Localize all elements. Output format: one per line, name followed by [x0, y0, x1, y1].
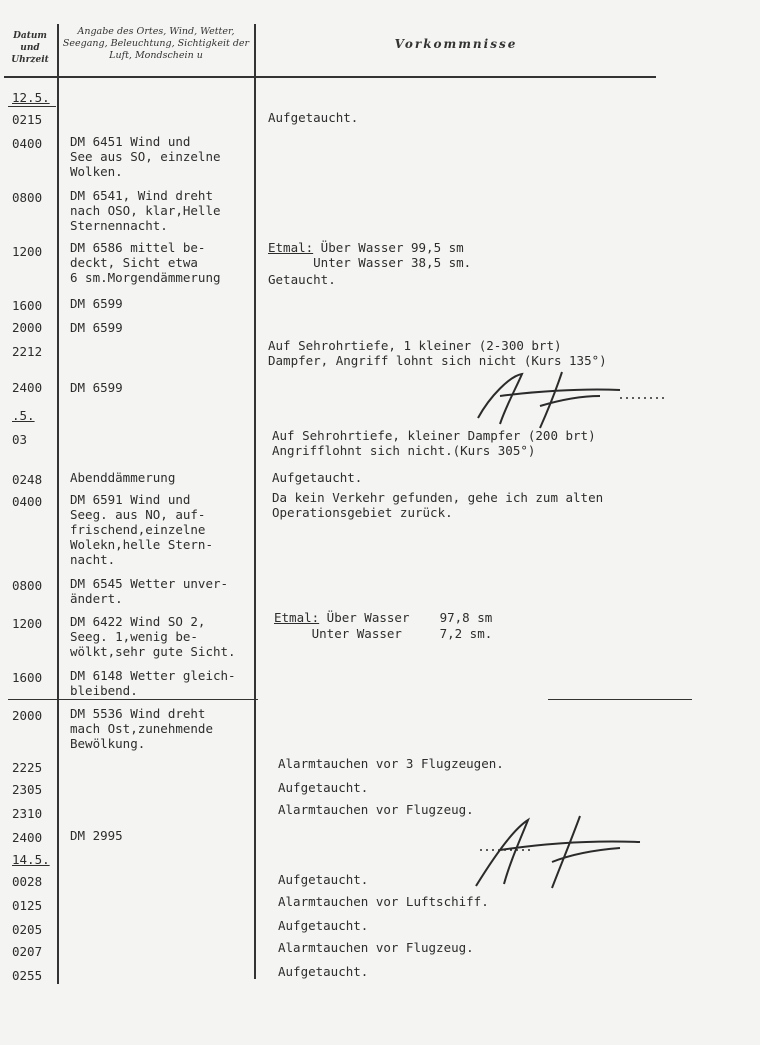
row-place: DM 6591 Wind und Seeg. aus NO, auf- frischend,einzelne Wolekn,helle Stern- nacht.	[70, 492, 213, 567]
row-event: Getaucht.	[268, 272, 336, 287]
row-event: Aufgetaucht.	[278, 918, 369, 933]
etmal-above-water: Über Wasser 97,8 sm	[319, 610, 493, 625]
column-divider-1	[57, 24, 59, 984]
row-place: DM 6541, Wind dreht nach OSO, klar,Helle Sternennacht.	[70, 188, 221, 233]
header-date-time: Datum und Uhrzeit	[11, 31, 49, 65]
row-time: 0400	[12, 494, 43, 509]
row-time: 2310	[12, 806, 43, 821]
row-time: 0248	[12, 472, 43, 487]
header-rule	[4, 76, 656, 78]
section-rule	[8, 699, 258, 700]
row-time: 0028	[12, 874, 43, 889]
row-event: Aufgetaucht.	[278, 964, 369, 979]
row-place: DM 6599	[70, 320, 123, 335]
row-time: .5.	[12, 408, 35, 423]
etmal-above-water: Über Wasser 99,5 sm	[313, 240, 464, 255]
row-event: Auf Sehrohrtiefe, 1 kleiner (2-300 brt) Dampfer, Angriff lohnt sich nicht (Kurs 135°)	[268, 338, 607, 368]
row-time: 2000	[12, 320, 43, 335]
row-time: 1200	[12, 244, 43, 259]
etmal-label: Etmal:	[274, 610, 320, 625]
row-time: 2305	[12, 782, 43, 797]
row-time: 03	[12, 432, 28, 447]
row-place: DM 6599	[70, 380, 123, 395]
row-place: DM 5536 Wind dreht mach Ost,zunehmende Bewölkung.	[70, 706, 213, 751]
row-place: DM 6545 Wetter unver- ändert.	[70, 576, 229, 606]
row-time: 12.5.	[12, 90, 50, 105]
row-event	[268, 240, 464, 255]
row-event: Alarmtauchen vor Flugzeug.	[278, 940, 474, 955]
section-rule-right	[548, 699, 692, 700]
row-event: Aufgetaucht.	[268, 110, 359, 125]
row-event: Alarmtauchen vor Flugzeug.	[278, 802, 474, 817]
row-time: 0255	[12, 968, 43, 983]
row-time: 2225	[12, 760, 43, 775]
row-place: DM 6599	[70, 296, 123, 311]
etmal-below-water: Unter Wasser 7,2 sm.	[274, 626, 493, 641]
row-time: 1600	[12, 670, 43, 685]
row-time: 14.5.	[12, 852, 50, 867]
row-time: 0400	[12, 136, 43, 151]
row-event	[274, 610, 492, 625]
date-underline-12	[8, 106, 56, 107]
row-time: 2000	[12, 708, 43, 723]
row-time: 0215	[12, 112, 43, 127]
signature-1	[470, 366, 670, 436]
row-place: DM 6422 Wind SO 2, Seeg. 1,wenig be- wölkt,sehr gute Sicht.	[70, 614, 236, 659]
row-time: 2400	[12, 830, 43, 845]
row-event: Auf Sehrohrtiefe, kleiner Dampfer (200 brt) Angrifflohnt sich nicht.(Kurs 305°)	[272, 428, 596, 458]
column-divider-2	[254, 24, 256, 979]
header-place-weather: Angabe des Ortes, Wind, Wetter, Seegang, Beleuchtung, Sichtigkeit der Luft, Mondschein u	[62, 26, 250, 61]
row-time: 1600	[12, 298, 43, 313]
row-time: 0125	[12, 898, 43, 913]
row-event: Aufgetaucht.	[272, 470, 363, 485]
row-event: Aufgetaucht.	[278, 780, 369, 795]
row-time: 2400	[12, 380, 43, 395]
row-time: 0800	[12, 578, 43, 593]
row-event: Alarmtauchen vor 3 Flugzeugen.	[278, 756, 504, 771]
row-place: Abenddämmerung	[70, 470, 176, 485]
row-event: Alarmtauchen vor Luftschiff.	[278, 894, 489, 909]
row-place: DM 2995	[70, 828, 123, 843]
etmal-below-water: Unter Wasser 38,5 sm.	[268, 255, 472, 270]
row-time: 0205	[12, 922, 43, 937]
row-place: DM 6451 Wind und See aus SO, einzelne Wolken.	[70, 134, 221, 179]
row-place: DM 6148 Wetter gleich- bleibend.	[70, 668, 236, 698]
header-events: Vorkommnisse	[394, 37, 518, 51]
etmal-label: Etmal:	[268, 240, 314, 255]
row-time: 0207	[12, 944, 43, 959]
signature-2	[470, 810, 670, 895]
row-time: 1200	[12, 616, 43, 631]
row-time: 2212	[12, 344, 43, 359]
row-time: 0800	[12, 190, 43, 205]
row-event: Da kein Verkehr gefunden, gehe ich zum alten Operationsgebiet zurück.	[272, 490, 604, 520]
row-event: Aufgetaucht.	[278, 872, 369, 887]
row-place: DM 6586 mittel be- deckt, Sicht etwa 6 sm.Morgendämmerung	[70, 240, 221, 285]
